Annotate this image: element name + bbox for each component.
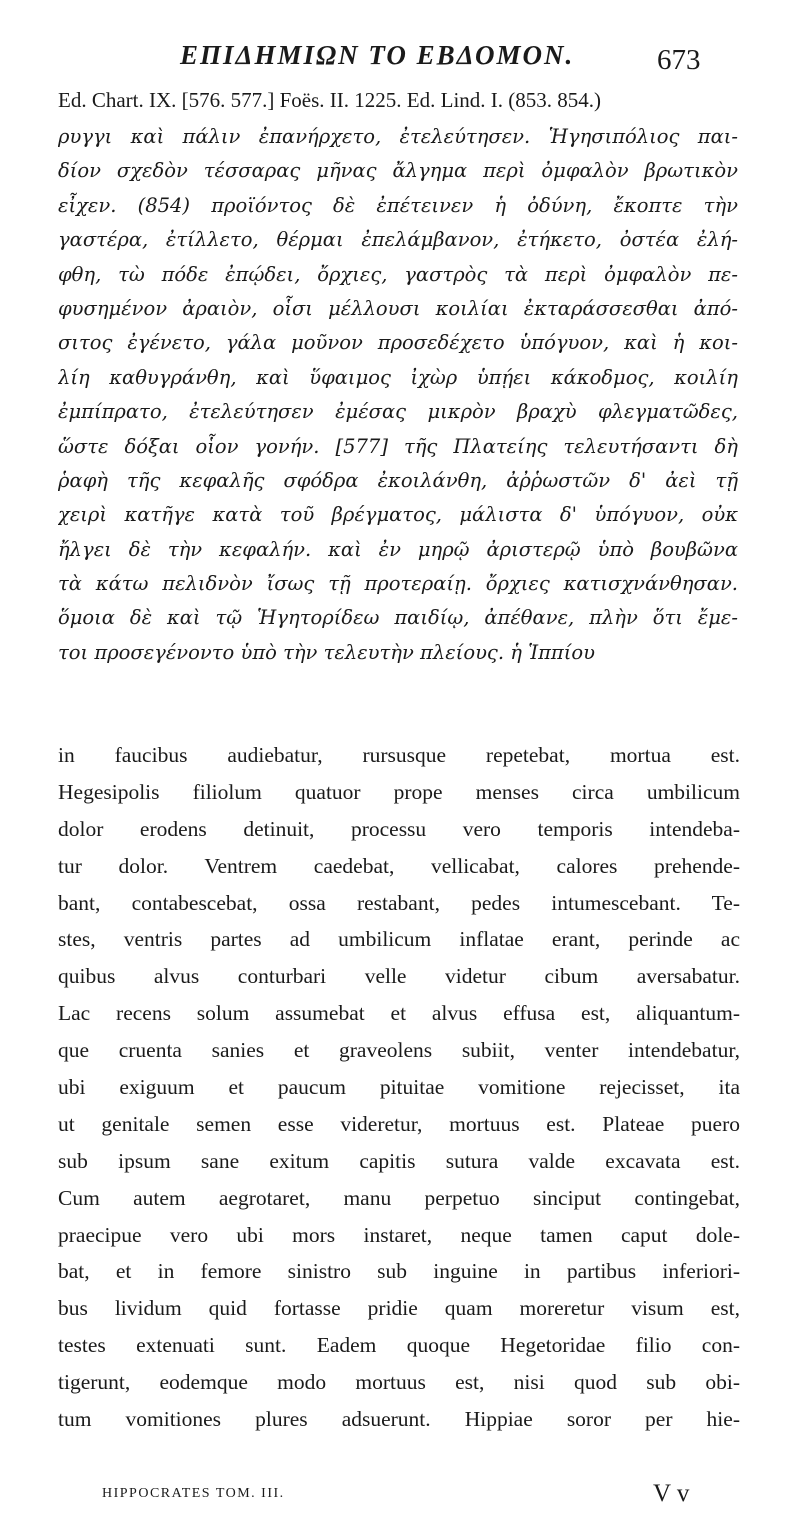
latin-text-line: bat, et in femore sinistro sub inguine in partibus inferiori-: [58, 1259, 740, 1284]
latin-text-line: testes extenuati sunt. Eadem quoque Hegetoridae filio con-: [58, 1333, 740, 1358]
greek-text-line: εἶχεν. (854) προϊόντος δὲ ἐπέτεινεν ἡ ὀδύνη, ἔκοπτε τὴν: [58, 193, 738, 217]
greek-text-line: ὅμοια δὲ καὶ τῷ Ἡγητορίδεω παιδίῳ, ἀπέθανε, πλὴν ὅτι ἔμε-: [58, 606, 738, 630]
latin-text-line: quibus alvus conturbari velle videtur cibum aversabatur.: [58, 964, 740, 989]
greek-text-line: χειρὶ κατῆγε κατὰ τοῦ βρέγματος, μάλιστα δ' ὑπόγυον, οὐκ: [58, 503, 738, 527]
latin-text-line: tur dolor. Ventrem caedebat, vellicabat, calores prehende-: [58, 853, 740, 878]
latin-text-line: praecipue vero ubi mors instaret, neque tamen caput dole-: [58, 1222, 740, 1247]
latin-translation-block: [58, 737, 740, 1438]
page-footer: [0, 1480, 800, 1514]
gathering-signature: V v: [653, 1480, 690, 1507]
latin-text-line: ubi exiguum et paucum pituitae vomitione rejecisset, ita: [58, 1075, 740, 1100]
latin-text-line: bus lividum quid fortasse pridie quam moreretur visum est,: [58, 1296, 740, 1321]
latin-text-line: Lac recens solum assumebat et alvus effusa est, aliquantum-: [58, 1001, 740, 1026]
greek-text-line: ὥστε δόξαι οἷον γονήν. [577] τῆς Πλατείης τελευτήσαντι δὴ: [58, 434, 738, 458]
latin-text-line: in faucibus audiebatur, rursusque repetebat, mortua est.: [58, 743, 740, 767]
greek-text-line: δίον σχεδὸν τέσσαρας μῆνας ἄλγημα περὶ ὀμφαλὸν βρωτικὸν: [58, 159, 738, 183]
latin-text-line: tigerunt, eodemque modo mortuus est, nisi quod sub obi-: [58, 1370, 740, 1395]
greek-text-line: φυσημένον ἀραιὸν, οἷσι μέλλουσι κοιλίαι ἐκταράσσεσθαι ἀπό-: [58, 296, 738, 320]
greek-text-line: ρυγγι καὶ πάλιν ἐπανήρχετο, ἐτελεύτησεν. Ἡγησιπόλιος παι-: [58, 125, 738, 148]
edition-references: Ed. Chart. IX. [576. 577.] Foës. II. 1225. Ed. Lind. I. (853. 854.): [58, 88, 602, 112]
latin-text-line: Cum autem aegrotaret, manu perpetuo sinciput contingebat,: [58, 1185, 740, 1210]
latin-text-line: bant, contabescebat, ossa restabant, pedes intumescebant. Te-: [58, 890, 740, 915]
greek-text-line: ἐμπίπρατο, ἐτελεύτησεν ἐμέσας μικρὸν βραχὺ φλεγματῶδες,: [58, 400, 738, 424]
greek-text-line: ἤλγει δὲ τὴν κεφαλήν. καὶ ἐν μηρῷ ἀριστερῷ ὑπὸ βουβῶνα: [58, 537, 738, 561]
greek-text-line: τὰ κάτω πελιδνὸν ἴσως τῇ προτεραίῃ. ὄρχιες κατισχνάνθησαν.: [58, 572, 738, 596]
greek-text-line: φθη, τὼ πόδε ἐπῴδει, ὄρχιες, γαστρὸς τὰ περὶ ὀμφαλὸν πε-: [58, 262, 738, 286]
volume-signature: HIPPOCRATES TOM. III.: [102, 1486, 285, 1501]
greek-text-line: ῥαφὴ τῆς κεφαλῆς σφόδρα ἐκοιλάνθη, ἀῤῥωστῶν δ' ἀεὶ τῇ: [58, 468, 738, 492]
greek-text-block: [58, 120, 738, 670]
latin-text-line: stes, ventris partes ad umbilicum inflatae erant, perinde ac: [58, 927, 740, 952]
latin-text-line: que cruenta sanies et graveolens subiit, venter intendebatur,: [58, 1038, 740, 1063]
latin-text-line: tum vomitiones plures adsuerunt. Hippiae soror per hie-: [58, 1407, 740, 1432]
latin-text-line: Hegesipolis filiolum quatuor prope menses circa umbilicum: [58, 779, 740, 804]
latin-text-line: ut genitale semen esse videretur, mortuus est. Plateae puero: [58, 1111, 740, 1136]
page-number: 673: [657, 44, 701, 76]
latin-text-line: sub ipsum sane exitum capitis sutura valde excavata est.: [58, 1148, 740, 1173]
greek-text-line: γαστέρα, ἐτίλλετο, θέρμαι ἐπελάμβανον, ἐτήκετο, ὀστέα ἐλή-: [58, 228, 738, 252]
running-head: [0, 36, 800, 76]
greek-text-line: λίη καθυγράνθη, καὶ ὕφαιμος ἰχὼρ ὑπῄει κάκοδμος, κοιλίη: [58, 365, 738, 389]
latin-text-line: dolor erodens detinuit, processu vero temporis intendeba-: [58, 816, 740, 841]
greek-text-line: σιτος ἐγένετο, γάλα μοῦνον προσεδέχετο ὑπόγυον, καὶ ἡ κοι-: [58, 331, 738, 355]
greek-text-line: τοι προσεγένοντο ὑπὸ τὴν τελευτὴν πλείους. ἡ Ἱππίου: [58, 640, 595, 664]
running-title: ΕΠΙΔΗΜΙΩΝ ΤΟ ΕΒΔΟΜΟΝ.: [180, 40, 575, 70]
